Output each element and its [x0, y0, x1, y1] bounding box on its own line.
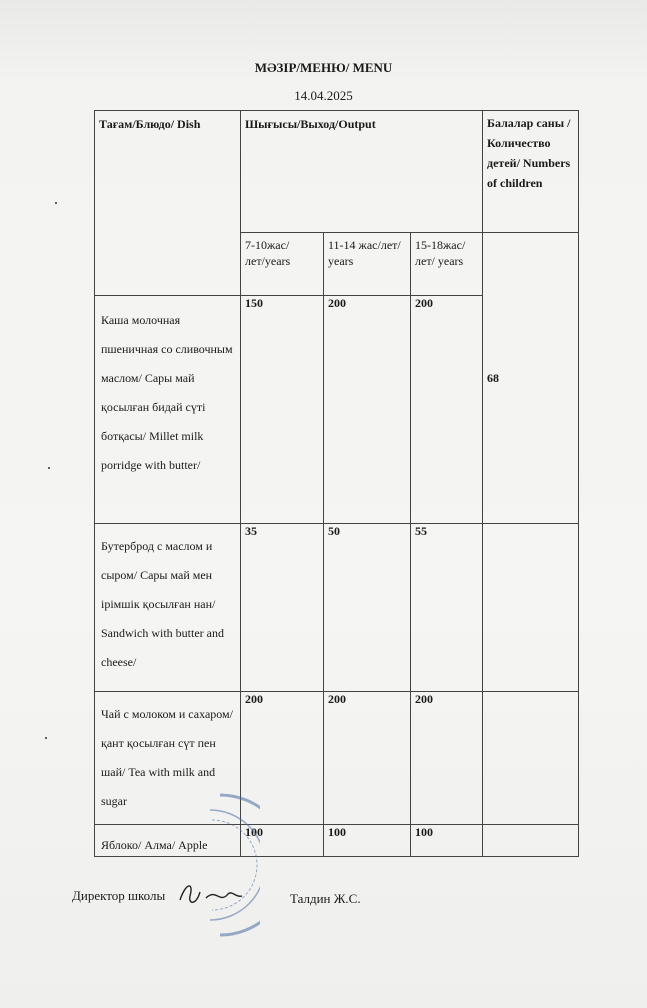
dish-value: 200 [241, 692, 324, 825]
director-name: Талдин Ж.С. [290, 891, 361, 906]
dish-value: 200 [411, 692, 483, 825]
dish-value: 100 [411, 825, 483, 857]
dish-value: 100 [241, 825, 324, 857]
dish-value: 200 [411, 296, 483, 524]
dish-value: 55 [411, 524, 483, 692]
director-signature-icon [176, 880, 246, 910]
header-output: Шығысы/Выход/Output [241, 111, 483, 233]
dish-name: Бутерброд с маслом и сыром/ Сары май мен ірімшік қосылған нан/ Sandwich with butter and cheese/ [95, 524, 241, 692]
speck [55, 202, 57, 204]
empty-cell [483, 524, 579, 692]
header-dish: Тағам/Блюдо/ Dish [95, 111, 241, 296]
dish-value: 200 [324, 692, 411, 825]
table-header-row [95, 111, 579, 233]
dish-value: 50 [324, 524, 411, 692]
speck [45, 737, 47, 739]
header-children-count: Балалар саны /Количество детей/ Numbers of children [483, 111, 579, 233]
age-group-7-10: 7-10жас/лет/years [241, 233, 324, 296]
empty-cell [483, 692, 579, 825]
dish-name: Яблоко/ Алма/ Apple [95, 825, 241, 857]
speck [48, 467, 50, 469]
table-row [95, 524, 579, 692]
empty-cell [483, 825, 579, 857]
dish-value: 150 [241, 296, 324, 524]
director-label: Директор школы [72, 888, 166, 903]
children-count: 68 [483, 233, 579, 524]
age-group-15-18: 15-18жас/лет/ years [411, 233, 483, 296]
dish-value: 200 [324, 296, 411, 524]
age-group-11-14: 11-14 жас/лет/ years [324, 233, 411, 296]
dish-value: 100 [324, 825, 411, 857]
dish-name: Каша молочная пшеничная со сливочным маслом/ Сары май қосылған бидай сүті ботқасы/ Millet milk porridge with butter/ [95, 296, 241, 524]
dish-value: 35 [241, 524, 324, 692]
menu-date: 14.04.2025 [294, 88, 353, 103]
dish-name: Чай с молоком и сахаром/қант қосылған сүт пен шай/ Tea with milk and sugar [95, 692, 241, 825]
menu-table [94, 110, 579, 857]
menu-title: МӘЗІР/МЕНЮ/ MENU [254, 60, 393, 75]
school-stamp-icon [150, 790, 260, 940]
